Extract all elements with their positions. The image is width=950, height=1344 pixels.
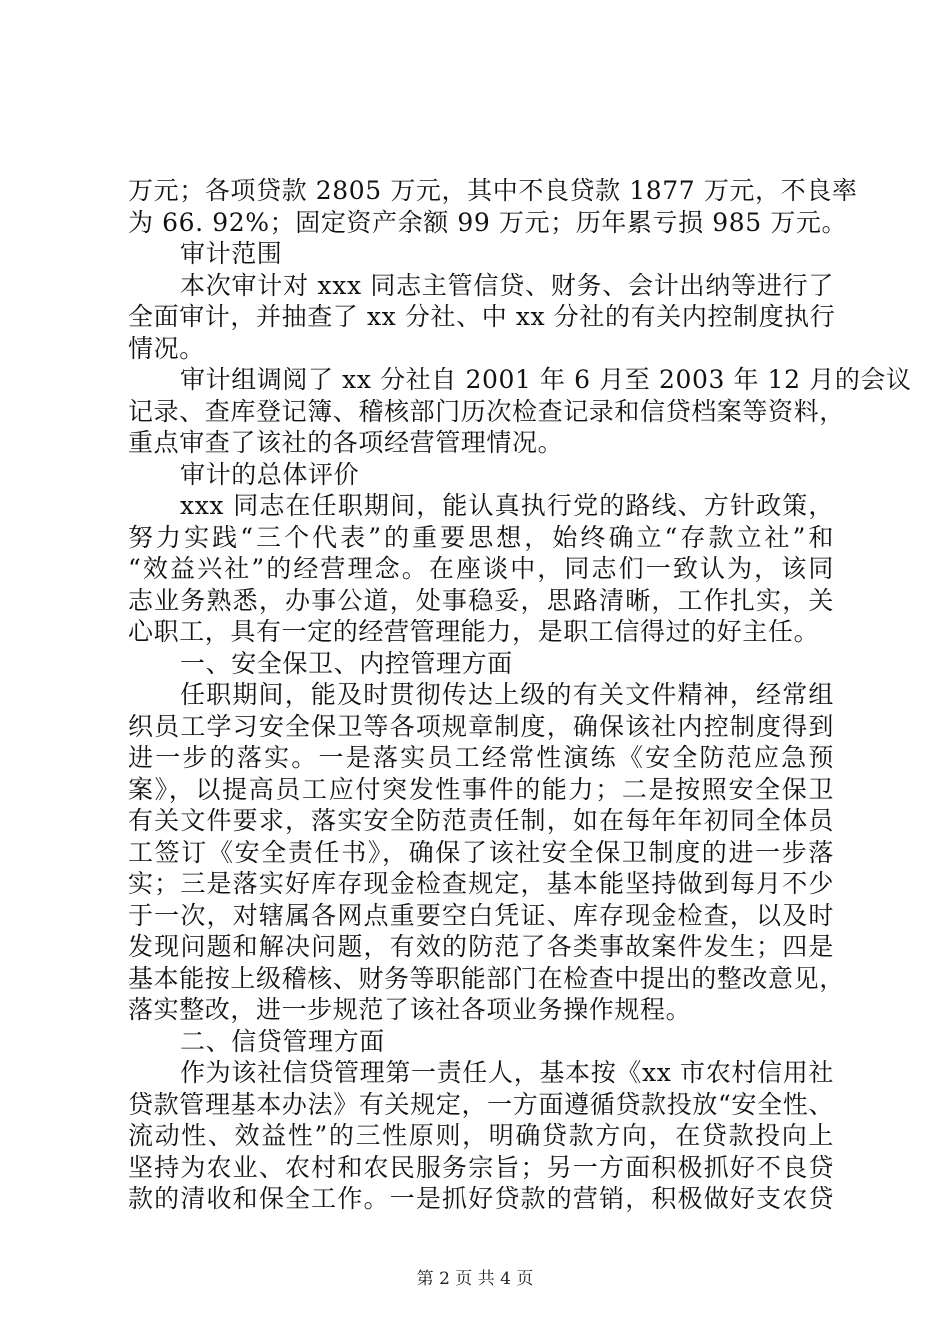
text-line: 一、安全保卫、内控管理方面 [180, 648, 513, 678]
text-line: 流动性、效益性”的三性原则，明确贷款方向，在贷款投向上 [128, 1121, 834, 1150]
text-line: 发现问题和解决问题，有效的防范了各类事故案件发生；四是 [128, 932, 834, 961]
text-line: 落实整改，进一步规范了该社各项业务操作规程。 [128, 995, 692, 1024]
text-line: 进一步的落实。一是落实员工经常性演练《安全防范应急预 [128, 743, 834, 772]
text-line: 任职期间，能及时贯彻传达上级的有关文件精神，经常组 [180, 680, 834, 709]
text-line: 贷款管理基本办法》有关规定，一方面遵循贷款投放“安全性、 [128, 1089, 834, 1119]
text-line: 为 66. 92%；固定资产余额 99 万元；历年累亏损 985 万元。 [128, 207, 848, 237]
text-line: 坚持为农业、农村和农民服务宗旨；另一方面积极抓好不良贷 [128, 1152, 834, 1182]
text-line: 审计范围 [180, 239, 283, 268]
text-line: 二、信贷管理方面 [180, 1026, 385, 1056]
text-line: 情况。 [128, 333, 205, 363]
document-body [128, 175, 912, 1215]
text-line: 有关文件要求，落实安全防范责任制，如在每年年初同全体员 [128, 806, 834, 835]
text-line: 款的清收和保全工作。一是抓好贷款的营销，积极做好支农贷 [128, 1184, 834, 1213]
text-line: 审计的总体评价 [180, 459, 360, 489]
text-line: 全面审计，并抽查了 xx 分社、中 xx 分社的有关内控制度执行 [128, 302, 836, 331]
text-line: 基本能按上级稽核、财务等职能部门在检查中提出的整改意见， [128, 963, 845, 993]
text-line: 志业务熟悉，办事公道，处事稳妥，思路清晰，工作扎实，关 [128, 585, 834, 615]
text-line: 审计组调阅了 xx 分社自 2001 年 6 月至 2003 年 12 月的会议 [180, 365, 912, 394]
text-line: 于一次，对辖属各网点重要空白凭证、库存现金检查，以及时 [128, 900, 834, 930]
text-line: 努力实践“三个代表”的重要思想，始终确立“存款立社”和 [128, 522, 834, 552]
page-footer: 第 2 页 共 4 页 [416, 1269, 534, 1289]
text-line: 工签订《安全责任书》，确保了该社安全保卫制度的进一步落 [128, 837, 834, 867]
text-line: 案》，以提高员工应付突发性事件的能力；二是按照安全保卫 [128, 774, 834, 804]
text-line: 记录、查库登记簿、稽核部门历次检查记录和信贷档案等资料， [128, 396, 845, 426]
text-line: 本次审计对 xxx 同志主管信贷、财务、会计出纳等进行了 [180, 270, 834, 300]
text-line: “效益兴社”的经营理念。在座谈中，同志们一致认为，该同 [128, 554, 834, 583]
text-line: 实；三是落实好库存现金检查规定，基本能坚持做到每月不少 [128, 869, 834, 898]
text-line: 作为该社信贷管理第一责任人，基本按《xx 市农村信用社 [180, 1058, 834, 1087]
text-line: xxx 同志在任职期间，能认真执行党的路线、方针政策， [180, 491, 834, 520]
text-line: 万元；各项贷款 2805 万元，其中不良贷款 1877 万元，不良率 [128, 176, 858, 205]
text-line: 织员工学习安全保卫等各项规章制度，确保该社内控制度得到 [128, 711, 834, 741]
text-line: 重点审查了该社的各项经营管理情况。 [128, 428, 564, 457]
text-line: 心职工，具有一定的经营管理能力，是职工信得过的好主任。 [128, 617, 820, 646]
